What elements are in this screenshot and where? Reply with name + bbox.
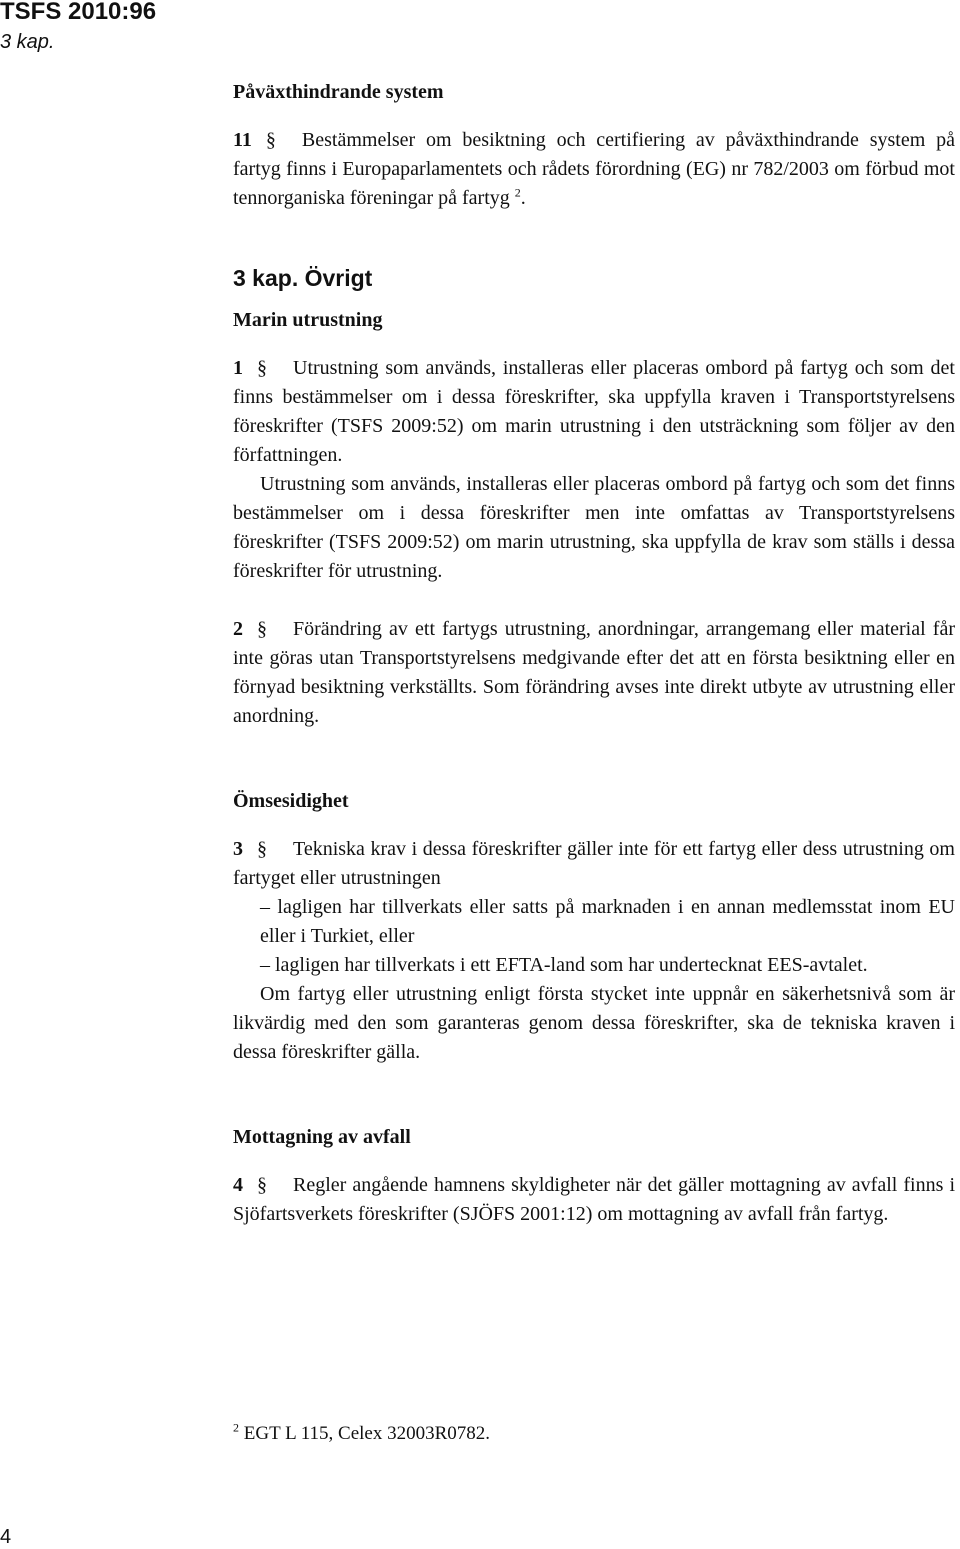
running-chapter-label: 3 kap.	[0, 31, 55, 53]
footnote-number: 2	[233, 1420, 239, 1435]
paragraph-text: Utrustning som används, installeras eller placeras ombord på fartyg och som det finns bestämmelser om i dessa föreskrifter, ska uppfylla kraven i Transportstyrelsens föreskrifter (TSFS 2009:52) om marin utrustning i den utsträckning som följer av den författningen.	[233, 357, 955, 466]
paragraph-1-second: Utrustning som används, installeras eller placeras ombord på fartyg och som det finns bestämmelser om i dessa föreskrifter men inte omfattas av Transportstyrelsens föreskrifter (TSFS 2009:52) om marin utrustning, ska uppfylla de krav som ställs i dessa föreskrifter för utrustning.	[233, 473, 955, 582]
section-sign: §	[257, 838, 267, 860]
page-number: 4	[0, 1526, 12, 1548]
paragraph-text: Förändring av ett fartygs utrustning, anordningar, arrangemang eller material får inte göras utan Transportstyrelsens medgivande efter det att en första besiktning eller en förnyad besiktning verkställts. Som förändring avses inte direkt utbyte av utrustning eller anordning.	[233, 618, 955, 727]
footnote	[233, 1421, 490, 1447]
section-sign: §	[257, 1174, 267, 1196]
paragraph-3-second: Om fartyg eller utrustning enligt första stycket inte uppnår en säkerhetsnivå som är likvärdig med den som garanteras genom dessa föreskrifter, ska de tekniska kraven i dessa föreskrifter gälla.	[233, 983, 955, 1063]
paragraph-number: 2	[233, 618, 243, 640]
heading-mottagning-av-avfall: Mottagning av avfall	[233, 1126, 411, 1148]
sentence-end: .	[520, 187, 526, 209]
section-sign: §	[257, 618, 267, 640]
paragraph-2	[233, 615, 955, 731]
paragraph-text: Tekniska krav i dessa föreskrifter gäller inte för ett fartyg eller dess utrustning om fartyget eller utrustningen	[233, 838, 955, 889]
paragraph-number: 1	[233, 357, 243, 379]
chapter-title: 3 kap. Övrigt	[233, 265, 373, 291]
paragraph-text: Bestämmelser om besiktning och certifiering av påväxthindrande system på fartyg finns i Europaparlamentets och rådets förordning (EG) nr 782/2003 om förbud mot tennorganiska föreningar på fartyg	[233, 129, 955, 209]
paragraph-11	[233, 126, 955, 213]
footnote-text: EGT L 115, Celex 32003R0782.	[243, 1423, 491, 1444]
heading-omsesidighet: Ömsesidighet	[233, 790, 349, 812]
list-item-eu: – lagligen har tillverkats eller satts på marknaden i en annan medlemsstat inom EU eller i Turkiet, eller	[260, 896, 955, 947]
document-code: TSFS 2010:96	[0, 0, 157, 25]
section-sign: §	[257, 357, 267, 379]
paragraph-number: 3	[233, 838, 243, 860]
document-body	[233, 78, 955, 1229]
heading-marin-utrustning: Marin utrustning	[233, 309, 383, 331]
list-item-efta: – lagligen har tillverkats i ett EFTA-land som har undertecknat EES-avtalet.	[260, 954, 868, 976]
heading-pavaxthindrande-system: Påväxthindrande system	[233, 81, 444, 103]
paragraph-number: 4	[233, 1174, 243, 1196]
paragraph-4	[233, 1171, 955, 1229]
paragraph-3	[233, 835, 955, 893]
paragraph-text: Regler angående hamnens skyldigheter när det gäller mottagning av avfall finns i Sjöfartsverkets föreskrifter (SJÖFS 2001:12) om mottagning av avfall från fartyg.	[233, 1174, 955, 1225]
paragraph-number: 11	[233, 129, 252, 151]
footnote-reference: 2	[514, 185, 521, 200]
paragraph-1	[233, 354, 955, 470]
section-sign: §	[265, 129, 276, 151]
